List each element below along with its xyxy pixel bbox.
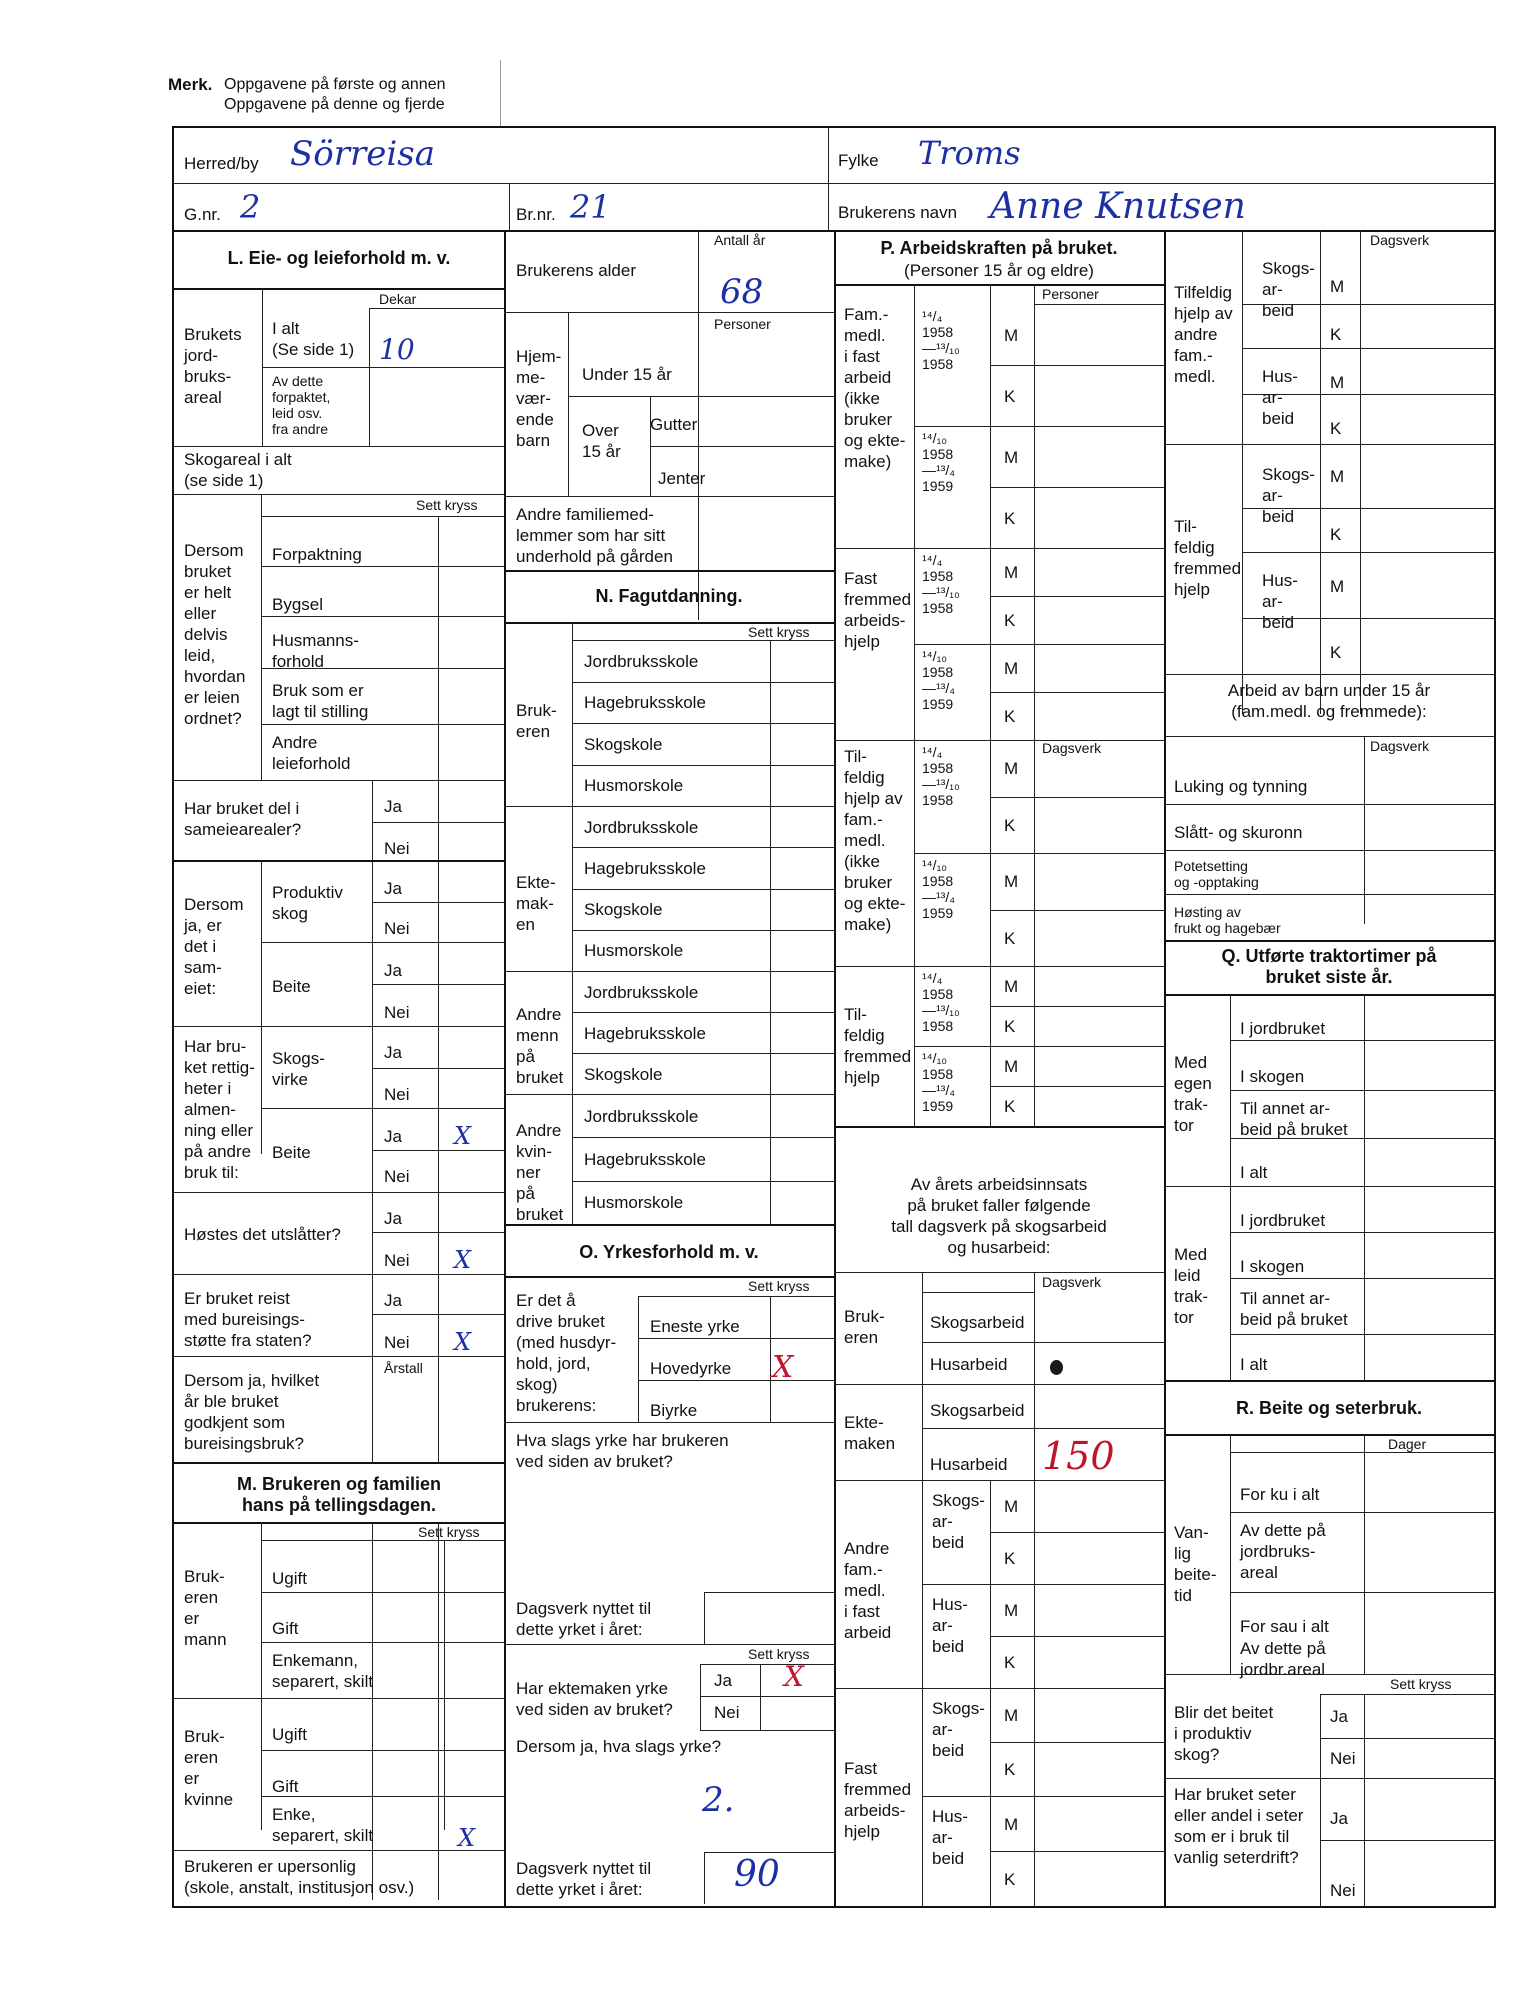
p-1-1-k: K [1004,611,1016,630]
n-0-hagebruk-checkbox[interactable] [772,684,832,722]
p-lower-1-k: K [1004,1653,1016,1672]
section-r-title: R. Beite og seterbruk. [1235,1398,1423,1418]
p-lower-3-k: K [1004,1869,1016,1889]
p-2-period-2: ¹⁴/₁₀ 1958 —¹³/₄ 1959 [922,857,955,921]
n-2-hagebruk-checkbox[interactable] [772,1014,832,1051]
abeite-nei: Nei [384,1167,410,1186]
dersom-sameie-label: Dersom ja, er det i sam- eiet: [184,895,244,998]
utslatter-nei-mark[interactable]: X [454,1246,472,1274]
enke-label: Enke, separert, skilt [272,1805,374,1845]
bureising-nei: Nei [384,1333,410,1352]
bureising-ja: Ja [384,1291,402,1310]
p-1-period-1: ¹⁴/₄ 1958 —¹³/₁₀ 1958 [922,552,960,616]
andre-familie-label: Andre familiemed- lemmer som har sitt underhold på gården [516,505,673,566]
p-1-period-2: ¹⁴/₁₀ 1958 —¹³/₄ 1959 [922,648,955,712]
enkemann-label: Enkemann, separert, skilt [272,1651,374,1691]
n-3-jordbruk-checkbox[interactable] [772,1096,832,1135]
sbeite-ja: Ja [384,961,402,980]
p-ektemaken-label: Ekte- maken [844,1413,896,1453]
gnr-value[interactable]: 2 [240,188,261,226]
brukerens-navn-label: Brukerens navn [838,203,958,222]
fylke-label: Fylke [838,151,879,170]
r-dagsverk-label: Dagsverk [1370,232,1430,248]
census-form [172,126,1496,1908]
n-1-hagebruk-label: Hagebruksskole [584,858,706,878]
q-leid-jordbruket: I jordbruket [1240,1211,1326,1230]
fylke-value[interactable]: Troms [918,134,1021,172]
p-2-1-k: K [1004,815,1016,835]
skogareal-label: Skogareal i alt (se side 1) [184,450,292,490]
n-ektemaken-label: Ekte- mak- en [516,873,556,934]
p-lower-1-m: M [1004,1601,1019,1620]
sett-kryss-o: Sett kryss [748,1278,810,1294]
bygsel-label: Bygsel [272,595,324,614]
personer-label: Personer [714,316,771,332]
alder-label: Brukerens alder [516,261,637,280]
n-2-skog-checkbox[interactable] [772,1055,832,1092]
n-3-hagebruk-checkbox[interactable] [772,1139,832,1178]
r-m-2: M [1330,373,1345,392]
brukeren-skogsarbeid: Skogsarbeid [930,1313,1025,1332]
hovedyrke-mark[interactable]: X [772,1350,794,1385]
sett-kryss-n: Sett kryss [748,624,810,640]
n-3-jordbruk-label: Jordbruksskole [584,1106,699,1126]
hosting-label: Høsting av frukt og hagebær [1174,904,1281,936]
i-alt-label: I alt (Se side 1) [272,319,355,359]
n-1-husmor-label: Husmorskole [584,941,684,961]
p-2-0-m: M [1004,759,1019,779]
p-personer-label: Personer [1042,286,1099,302]
q-leid-label: Med leid trak- tor [1174,1245,1208,1327]
slatt-label: Slått- og skuronn [1174,823,1303,842]
vanlig-beitetid-label: Van- lig beite- tid [1174,1523,1217,1605]
n-0-skog-checkbox[interactable] [772,725,832,763]
r-tilf-fremmed-label: Til- feldig fremmed hjelp [1174,517,1242,599]
sett-kryss-l: Sett kryss [416,497,478,513]
p-fast-fremmed-label: Fast fremmed arbeids- hjelp [844,569,912,651]
p-2-period-1: ¹⁴/₄ 1958 —¹³/₁₀ 1958 [922,744,960,808]
husmannsforhold-label: Husmanns- forhold [272,631,359,671]
bureising-nei-mark[interactable]: X [454,1328,472,1356]
section-p-title: P. Arbeidskraften på bruket. [880,238,1118,258]
andre-leie-label: Andre leieforhold [272,733,351,773]
n-brukeren-label: Bruk- eren [516,701,557,741]
brnr-value[interactable]: 21 [570,188,611,226]
q-egen-label: Med egen trak- tor [1174,1053,1212,1135]
utslatter-nei: Nei [384,1251,410,1270]
n-2-hagebruk-label: Hagebruksskole [584,1023,706,1043]
torn-edge-line [500,60,501,126]
hovedyrke-label: Hovedyrke [650,1359,732,1378]
sbeite-nei: Nei [384,1003,410,1022]
r-tilf-fam-label: Tilfeldig hjelp av andre fam.- medl. [1174,283,1233,386]
r-k-4: K [1330,643,1342,662]
merk-line-2: Oppgavene på denne og fjerde [224,96,445,113]
i-alt-value[interactable]: 10 [379,333,415,366]
p-1-0-m: M [1004,563,1019,582]
section-m-title: M. Brukeren og familien hans på tellingsdagen. [236,1474,442,1515]
ektemaken-husarbeid-value[interactable]: 150 [1042,1434,1115,1478]
ink-blot [1050,1360,1063,1375]
ektemaken-husarbeid: Husarbeid [930,1455,1008,1474]
sameie-question: Har bruket del i sameiearealer? [184,799,302,839]
p-brukeren-label: Bruk- eren [844,1307,885,1347]
biyrke-label: Biyrke [650,1401,698,1420]
herred-label: Herred/by [184,154,259,173]
n-1-skog-label: Skogskole [584,900,663,920]
upersonlig-label: Brukeren er upersonlig (skole, anstalt, institusjon osv.) [184,1857,415,1897]
r-m-4: M [1330,577,1345,596]
kvinne-ugift: Ugift [272,1725,307,1744]
brukeren-husarbeid: Husarbeid [930,1355,1008,1374]
q-egen-i-alt: I alt [1240,1163,1268,1182]
section-p-subtitle: (Personer 15 år og eldre) [904,261,1094,280]
p-0-0-m: M [1004,325,1019,345]
gutter-label: Gutter [650,415,698,434]
abeite-ja: Ja [384,1127,402,1146]
p2-dagsverk-label: Dagsverk [1042,1274,1102,1290]
drive-bruket-label: Er det å drive bruket (med husdyr- hold, jord, skog) brukerens: [516,1291,617,1415]
ku-label: For ku i alt [1240,1485,1320,1504]
r-skogs-1: Skogs- ar- beid [1262,259,1315,320]
p-dagsverk-label: Dagsverk [1042,740,1102,756]
kvinne-label: Bruk- eren er kvinne [184,1727,234,1809]
sameie-beite-label: Beite [272,977,311,996]
n-2-jordbruk-checkbox[interactable] [772,973,832,1010]
n-2-jordbruk-label: Jordbruksskole [584,982,699,1002]
n-0-skog-label: Skogskole [584,734,663,754]
sameie-ja: Ja [384,797,402,816]
dagsverk-yrke-2-label: Dagsverk nyttet til dette yrket i året: [516,1859,652,1899]
p-fast-fremmed-2-label: Fast fremmed arbeids- hjelp [844,1759,912,1841]
under15-label: Under 15 år [582,365,672,384]
prodskog-nei: Nei [384,919,410,938]
r-m-1: M [1330,277,1345,296]
prodskog-ja: Ja [384,879,402,898]
p-0-period-2: ¹⁴/₁₀ 1958 —¹³/₄ 1959 [922,430,955,494]
jenter-label: Jenter [658,469,706,488]
p-3-2-m: M [1004,1057,1019,1076]
beitet-nei: Nei [1330,1749,1356,1768]
merk-line-1: Oppgavene på første og annen [224,76,446,93]
p-lower-3-type: Hus- ar- beid [932,1807,968,1868]
enke-mark[interactable]: X [458,1824,476,1852]
allmenning-beite-label: Beite [272,1143,311,1162]
godkjent-label: Dersom ja, hvilket år ble bruket godkjent som bureisingsbruk? [184,1371,320,1453]
over15-label: Over 15 år [582,421,621,461]
sett-kryss-o2: Sett kryss [748,1646,810,1662]
n-0-jordbruk-label: Jordbruksskole [584,651,699,671]
p-3-period-2: ¹⁴/₁₀ 1958 —¹³/₄ 1959 [922,1050,955,1114]
r-sett-kryss: Sett kryss [1390,1676,1452,1692]
p-lower-2-m: M [1004,1706,1019,1725]
r-hus-1: Hus- ar- beid [1262,367,1298,428]
n-3-husmor-checkbox[interactable] [772,1183,832,1222]
bruk-stilling-label: Bruk som er lagt til stilling [272,681,369,721]
forpaktning-label: Forpaktning [272,545,362,564]
n-0-husmor-checkbox[interactable] [772,767,832,805]
dagsverk-yrke-2-value[interactable]: 90 [734,1854,780,1895]
potet-label: Potetsetting og -opptaking [1174,858,1259,890]
q-leid-skogen: I skogen [1240,1257,1305,1276]
ektemake-ja: Ja [714,1671,732,1690]
ektemake-yrke-label: Har ektemaken yrke ved siden av bruket? [516,1679,673,1719]
section-n-title: N. Fagutdanning. [595,586,743,606]
p-0-1-k: K [1004,386,1016,406]
utslatter-ja: Ja [384,1209,402,1228]
hva-slags-yrke-label: Hva slags yrke har brukeren ved siden av bruket? [516,1431,729,1471]
p-fam-fast-label: Fam.- medl. i fast arbeid (ikke bruker og ekte- make) [844,305,906,471]
section-l-title: L. Eie- og leieforhold m. v. [227,248,451,268]
dekar-label: Dekar [379,291,417,307]
n-2-skog-label: Skogskole [584,1064,663,1084]
n-1-hagebruk-checkbox[interactable] [772,849,832,886]
q-egen-skogen: I skogen [1240,1067,1305,1086]
ektemake-ja-mark[interactable]: X [784,1660,804,1693]
r-skogs-2: Skogs- ar- beid [1262,465,1315,526]
n-andre-kvinner-label: Andre kvin- ner på bruket [516,1121,564,1224]
kvinne-gift: Gift [272,1777,299,1796]
sett-kryss-m: Sett kryss [418,1524,480,1540]
sau-av-label: Av dette på jordbr.areal [1240,1639,1326,1679]
p-3-3-k: K [1004,1097,1016,1116]
sameie-nei: Nei [384,839,410,858]
p-1-3-k: K [1004,707,1016,726]
q-leid-annet: Til annet ar- beid på bruket [1240,1289,1348,1329]
p-lower-0-k: K [1004,1549,1016,1568]
utslatter-label: Høstes det utslåtter? [184,1225,341,1244]
n-1-skog-checkbox[interactable] [772,891,832,928]
n-0-husmor-label: Husmorskole [584,776,684,796]
ku-av-label: Av dette på jordbruks- areal [1240,1521,1326,1582]
hjemme-barn-label: Hjem- me- vær- ende barn [516,347,562,450]
r-barn-label: Arbeid av barn under 15 år (fam.medl. og fremmede): [1227,681,1431,721]
merk-label: Merk. [168,75,213,94]
r-k-1: K [1330,325,1342,344]
p-3-1-k: K [1004,1017,1016,1036]
r-barn-dagsverk-label: Dagsverk [1370,738,1430,754]
alder-value[interactable]: 68 [720,272,764,312]
produktiv-skog-label: Produktiv skog [272,883,343,923]
abeite-ja-mark[interactable]: X [454,1122,472,1150]
q-egen-jordbruket: I jordbruket [1240,1019,1326,1038]
q-leid-i-alt: I alt [1240,1355,1268,1374]
p-andre-fam-label: Andre fam.- medl. i fast arbeid [844,1539,892,1642]
n-1-husmor-checkbox[interactable] [772,932,832,969]
mann-label: Bruk- eren er mann [184,1567,227,1649]
p-lower-1-type: Hus- ar- beid [932,1595,968,1656]
areal-label: Brukets jord- bruks- areal [184,325,242,407]
beitet-ja: Ja [1330,1707,1348,1726]
torn-edge [500,60,1500,126]
ektemake-yrke-value[interactable]: 2. [702,1780,735,1820]
bureising-label: Er bruket reist med bureisings- støtte fra staten? [184,1289,312,1350]
seter-label: Har bruket seter eller andel i seter som er i bruk til vanlig seterdrift? [1174,1785,1304,1867]
n-0-hagebruk-label: Hagebruksskole [584,693,706,713]
skogsvirke-ja: Ja [384,1043,402,1062]
section-q-title: Q. Utførte traktortimer på bruket siste år. [1221,946,1437,987]
section-o-title: O. Yrkesforhold m. v. [579,1242,759,1262]
r-dager-label: Dager [1388,1436,1427,1452]
skogsvirke-label: Skogs- virke [272,1049,325,1089]
rettigheter-label: Har bru- ket rettig- heter i almen- ning eller på andre bruk til: [184,1037,255,1182]
n-3-husmor-label: Husmorskole [584,1193,684,1213]
p-tilf-fam-label: Til- feldig hjelp av fam.- medl. (ikke bruker og ekte- make) [844,747,906,934]
p-2-2-m: M [1004,872,1019,892]
p-lower-0-m: M [1004,1497,1019,1516]
brnr-label: Br.nr. [516,205,556,224]
p-lower-2-type: Skogs- ar- beid [932,1699,985,1760]
n-1-jordbruk-label: Jordbruksskole [584,817,699,837]
q-egen-annet: Til annet ar- beid på bruket [1240,1099,1348,1139]
p-0-3-k: K [1004,508,1016,528]
skogsvirke-nei: Nei [384,1085,410,1104]
r-m-3: M [1330,467,1345,486]
p-3-period-1: ¹⁴/₄ 1958 —¹³/₁₀ 1958 [922,970,960,1034]
mann-gift: Gift [272,1619,299,1638]
mann-ugift: Ugift [272,1569,307,1588]
r-k-2: K [1330,419,1342,438]
dagsverk-yrke-label: Dagsverk nyttet til dette yrket i året: [516,1599,652,1639]
sau-label: For sau i alt [1240,1617,1329,1636]
n-andre-menn-label: Andre menn på bruket [516,1005,564,1087]
beitet-skog-label: Blir det beitet i produktiv skog? [1174,1703,1274,1764]
dersom-yrke-label: Dersom ja, hva slags yrke? [516,1737,722,1756]
p-intro-label: Av årets arbeidsinnsats på bruket faller følgende tall dagsverk på skogsarbeid og husarbeid: [891,1175,1107,1257]
n-0-jordbruk-checkbox[interactable] [772,642,832,680]
p-lower-3-m: M [1004,1814,1019,1834]
seter-nei: Nei [1330,1881,1356,1900]
dersom-leid-label: Dersom bruket er helt eller delvis leid, hvordan er leien ordnet? [184,541,246,728]
av-dette-label: Av dette forpaktet, leid osv. fra andre [272,373,331,437]
p-lower-0-type: Skogs- ar- beid [932,1491,985,1552]
ektemaken-skogsarbeid: Skogsarbeid [930,1401,1025,1420]
luking-label: Luking og tynning [1174,777,1308,796]
p-3-0-m: M [1004,977,1019,996]
r-hus-2: Hus- ar- beid [1262,571,1298,632]
eneste-yrke-label: Eneste yrke [650,1317,740,1336]
p-0-period-1: ¹⁴/₄ 1958 —¹³/₁₀ 1958 [922,308,960,372]
n-1-jordbruk-checkbox[interactable] [772,808,832,845]
p-2-3-k: K [1004,928,1016,948]
p-tilf-fremmed-label: Til- feldig fremmed hjelp [844,1005,912,1087]
n-3-hagebruk-label: Hagebruksskole [584,1150,706,1169]
antall-ar-label: Antall år [714,232,766,248]
ektemake-nei: Nei [714,1703,740,1722]
brukerens-navn-value[interactable]: Anne Knutsen [990,186,1246,227]
p-1-2-m: M [1004,659,1019,678]
p-lower-2-k: K [1004,1760,1016,1779]
r-k-3: K [1330,525,1342,544]
herred-value[interactable]: Sörreisa [290,134,435,174]
arstall-label: Årstall [384,1360,423,1376]
gnr-label: G.nr. [184,205,221,224]
p-0-2-m: M [1004,447,1019,467]
seter-ja: Ja [1330,1809,1348,1828]
